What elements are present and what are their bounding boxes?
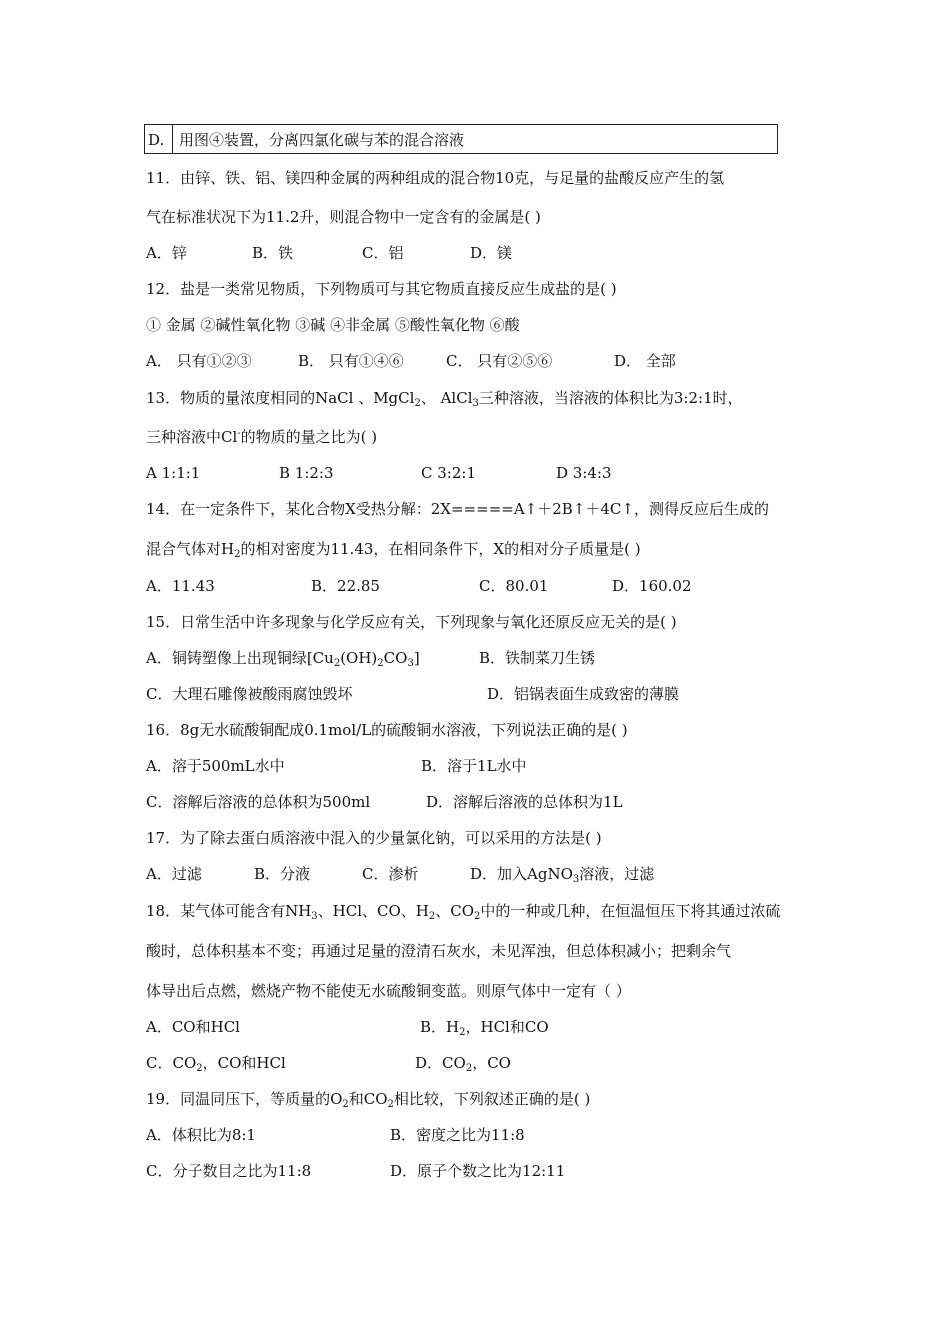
q19-option-c: C．分子数目之比为11:8 (146, 1162, 312, 1180)
q14-option-a: A．11.43 (146, 577, 215, 595)
q13-option-d: D 3:4:3 (556, 464, 612, 482)
q18-line1: 18．某气体可能含有$NH_3$、HCl、CO、$H_2$、$CO_2$中的一种或几种，在恒温恒压下将其通过浓硫 (146, 902, 781, 922)
q13-line1: 13．物质的量浓度相同的NaCl 、MgCl$_2$、 AlCl$_3$三种溶液，当溶液的体积比为3:2:1时， (146, 389, 743, 409)
q17-line1: 17．为了除去蛋白质溶液中混入的少量氯化钠，可以采用的方法是( ) (146, 829, 602, 847)
q14-option-b: B．22.85 (311, 577, 380, 595)
q13-option-a: A 1:1:1 (146, 464, 201, 482)
q14-line1: 14．在一定条件下，某化合物X受热分解：2X=====A↑＋2B↑＋4C↑，测得反应后生成的 (146, 500, 769, 518)
q19-option-a: A．体积比为8:1 (146, 1126, 256, 1144)
q17-option-c: C．渗析 (362, 865, 419, 883)
q16-option-c: C．溶解后溶液的总体积为500ml (146, 793, 371, 811)
q12-option-c: C． 只有②⑤⑥ (446, 352, 553, 370)
q11-option-b: B．铁 (252, 244, 294, 262)
q13-line2: 三种溶液中Cl-的物质的量之比为( ) (146, 428, 378, 446)
option-table-row-d (144, 124, 778, 154)
q11-line1: 11．由锌、铁、铝、镁四种金属的两种组成的混合物10克，与足量的盐酸反应产生的氢 (146, 169, 725, 187)
q19-option-d: D．原子个数之比为12:11 (390, 1162, 566, 1180)
q18-option-c: C．$CO_2$，CO和HCl (146, 1054, 286, 1074)
q13-option-c: C 3:2:1 (421, 464, 476, 482)
q16-option-b: B．溶于1L水中 (421, 757, 527, 775)
q15-option-b: B．铁制菜刀生锈 (479, 649, 596, 667)
q14-option-c: C．80.01 (479, 577, 549, 595)
q19-option-b: B．密度之比为11:8 (390, 1126, 525, 1144)
table-label: D. (148, 131, 165, 149)
table-text: 用图④装置，分离四氯化碳与苯的混合溶液 (179, 131, 465, 149)
q13-option-b: B 1:2:3 (279, 464, 334, 482)
q18-line2: 酸时，总体积基本不变；再通过足量的澄清石灰水，未见浑浊，但总体积减小；把剩余气 (146, 942, 732, 960)
q17-option-b: B．分液 (254, 865, 311, 883)
q11-option-c: C．铝 (362, 244, 404, 262)
q18-line3: 体导出后点燃，燃烧产物不能使无水硫酸铜变蓝。则原气体中一定有（ ） (146, 982, 631, 1000)
q12-option-b: B． 只有①④⑥ (298, 352, 404, 370)
q17-option-d: D．加入AgNO$_3$溶液，过滤 (470, 865, 655, 885)
q19-line1: 19．同温同压下，等质量的$O_2$和$CO_2$相比较，下列叙述正确的是( ) (146, 1090, 591, 1110)
q16-option-d: D．溶解后溶液的总体积为1L (426, 793, 623, 811)
q14-option-d: D．160.02 (612, 577, 692, 595)
q11-line2: 气在标准状况下为11.2升，则混合物中一定含有的金属是( ) (146, 208, 541, 226)
q16-option-a: A．溶于500mL水中 (146, 757, 285, 775)
q15-option-d: D．铝锅表面生成致密的薄膜 (487, 685, 680, 703)
q15-line1: 15．日常生活中许多现象与化学反应有关，下列现象与氧化还原反应无关的是( ) (146, 613, 677, 631)
q11-option-d: D．镁 (470, 244, 513, 262)
q17-option-a: A．过滤 (146, 865, 202, 883)
q12-option-d: D． 全部 (614, 352, 676, 370)
q15-option-c: C．大理石雕像被酸雨腐蚀毁坏 (146, 685, 353, 703)
q12-option-a: A． 只有①②③ (146, 352, 252, 370)
q18-option-a: A．CO和HCl (146, 1018, 240, 1036)
q12-line1: 12．盐是一类常见物质，下列物质可与其它物质直接反应生成盐的是( ) (146, 280, 617, 298)
q18-option-b: B．$H_2$，HCl和CO (420, 1018, 549, 1038)
q12-items: ① 金属 ②碱性氧化物 ③碱 ④非金属 ⑤酸性氧化物 ⑥酸 (146, 316, 520, 334)
q14-line2: 混合气体对$H_2$的相对密度为11.43，在相同条件下，X的相对分子质量是( ) (146, 540, 641, 560)
q11-option-a: A．锌 (146, 244, 187, 262)
q15-option-a: A．铜铸塑像上出现铜绿$[Cu_2(OH)_2CO_3]$ (146, 649, 420, 669)
q16-line1: 16．8g无水硫酸铜配成0.1mol/L的硫酸铜水溶液，下列说法正确的是( ) (146, 721, 628, 739)
q18-option-d: D．$CO_2$，CO (415, 1054, 511, 1074)
